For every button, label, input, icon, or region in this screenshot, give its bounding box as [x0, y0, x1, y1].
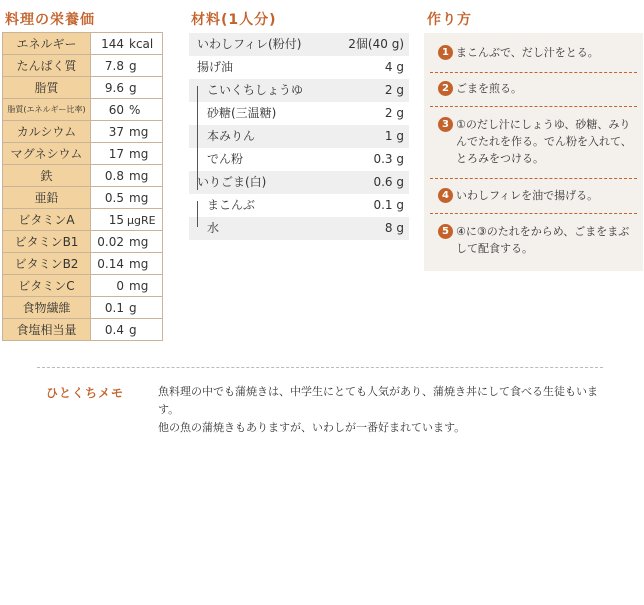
- step-divider: [430, 72, 637, 73]
- ingredient-name: いりごま(白): [197, 175, 267, 189]
- ingredient-name: 本みりん: [207, 129, 256, 143]
- nutrient-unit: g: [129, 300, 137, 315]
- ingredient-row: [189, 217, 409, 240]
- step-item: [434, 44, 633, 61]
- nutrient-value: 0: [116, 278, 124, 293]
- ingredient-quantity: 0.3 g: [373, 152, 404, 166]
- ingredient-row: [189, 33, 409, 56]
- nutrient-unit: mg: [129, 190, 149, 205]
- ingredient-row: [189, 125, 409, 148]
- table-row: [3, 121, 163, 143]
- steps-panel: [424, 33, 643, 271]
- table-row: [3, 165, 163, 187]
- table-row: [3, 77, 163, 99]
- nutrient-name: ビタミンB1: [3, 231, 91, 253]
- nutrient-value: 9.6: [104, 80, 124, 95]
- nutrient-unit: mg: [129, 124, 149, 139]
- ingredient-quantity: 1 g: [384, 129, 404, 143]
- memo-title: ひとくちメモ: [46, 386, 125, 400]
- nutrient-value: 0.8: [104, 168, 124, 183]
- nutrition-table: [2, 32, 163, 341]
- ingredient-quantity: 2 g: [384, 106, 404, 120]
- ingredient-quantity: 8 g: [384, 221, 404, 235]
- sauce-group-bracket: [197, 86, 204, 190]
- table-row: [3, 55, 163, 77]
- ingredient-row: [189, 79, 409, 102]
- nutrient-name: エネルギー: [3, 33, 91, 55]
- ingredient-row: [189, 171, 409, 194]
- memo-text: [158, 383, 608, 437]
- ingredient-name: 砂糖(三温糖): [207, 106, 277, 120]
- table-row: [3, 99, 163, 121]
- ingredient-name: こいくちしょうゆ: [207, 83, 304, 97]
- nutrient-name: たんぱく質: [3, 55, 91, 77]
- nutrient-unit: g: [129, 80, 137, 95]
- table-row: [3, 319, 163, 341]
- step-divider: [430, 178, 637, 179]
- table-row: [3, 231, 163, 253]
- nutrient-value: 0.1: [104, 300, 124, 315]
- ingredient-name: 揚げ油: [197, 60, 234, 74]
- nutrient-value: 0.4: [104, 322, 124, 337]
- nutrient-value: 0.14: [97, 256, 124, 271]
- ingredient-row: [189, 56, 409, 79]
- step-text: ④に③のたれをからめ、ごまをまぶして配食する。: [456, 225, 630, 255]
- step-divider: [430, 106, 637, 107]
- step-item: [434, 223, 633, 257]
- nutrient-name: 食物繊維: [3, 297, 91, 319]
- step-item: [434, 116, 633, 167]
- step-number: 3: [438, 117, 453, 132]
- stock-group-bracket: [197, 201, 204, 227]
- nutrient-value: 37: [108, 124, 124, 139]
- ingredient-quantity: 4 g: [384, 60, 404, 74]
- ingredient-quantity: 0.6 g: [373, 175, 404, 189]
- nutrient-unit: mg: [129, 234, 149, 249]
- nutrient-value: 144: [101, 36, 124, 51]
- ingredients-heading: 材料(1人分): [191, 12, 277, 28]
- memo-line: 魚料理の中でも蒲焼きは、中学生にとても人気があり、蒲焼き丼にして食べる生徒もいます。: [158, 385, 598, 416]
- nutrient-unit: g: [129, 58, 137, 73]
- ingredient-name: まこんぶ: [207, 198, 256, 212]
- ingredient-name: でん粉: [207, 152, 244, 166]
- ingredient-name: 水: [207, 221, 220, 235]
- nutrient-name: 亜鉛: [3, 187, 91, 209]
- nutrition-heading: 料理の栄養価: [5, 12, 95, 28]
- step-number: 4: [438, 188, 453, 203]
- nutrient-name: ビタミンC: [3, 275, 91, 297]
- table-row: [3, 143, 163, 165]
- nutrient-unit: mg: [129, 146, 149, 161]
- step-text: ①のだし汁にしょうゆ、砂糖、みりんでたれを作る。でん粉を入れて、とろみをつける。: [456, 118, 632, 165]
- table-row: [3, 187, 163, 209]
- step-text: まこんぶで、だし汁をとる。: [456, 46, 599, 59]
- step-item: [434, 187, 633, 204]
- nutrient-unit: %: [129, 102, 141, 117]
- ingredient-name: いわしフィレ(粉付): [197, 37, 302, 51]
- nutrient-value: 7.8: [104, 58, 124, 73]
- step-text: ごまを煎る。: [456, 82, 522, 95]
- nutrient-name: 脂質: [3, 77, 91, 99]
- nutrient-unit: g: [129, 322, 137, 337]
- nutrient-unit: kcal: [129, 36, 154, 51]
- memo-divider: [37, 367, 603, 368]
- nutrient-value: 17: [108, 146, 124, 161]
- table-row: [3, 253, 163, 275]
- ingredient-row: [189, 148, 409, 171]
- step-number: 2: [438, 81, 453, 96]
- ingredients-list: [189, 33, 409, 240]
- step-divider: [430, 213, 637, 214]
- nutrient-unit: mg: [129, 256, 149, 271]
- nutrient-name: カルシウム: [3, 121, 91, 143]
- nutrient-name: 脂質(エネルギー比率): [3, 99, 91, 121]
- step-text: いわしフィレを油で揚げる。: [456, 189, 599, 202]
- step-number: 5: [438, 224, 453, 239]
- nutrient-value: 0.02: [97, 234, 124, 249]
- ingredient-quantity: 2個(40 g): [348, 37, 404, 51]
- nutrient-name: ビタミンA: [3, 209, 91, 231]
- nutrient-unit: mg: [129, 168, 149, 183]
- table-row: [3, 33, 163, 55]
- ingredient-quantity: 2 g: [384, 83, 404, 97]
- ingredient-row: [189, 102, 409, 125]
- nutrient-name: 食塩相当量: [3, 319, 91, 341]
- table-row: [3, 275, 163, 297]
- nutrient-value: 60: [108, 102, 124, 117]
- nutrient-name: 鉄: [3, 165, 91, 187]
- step-number: 1: [438, 45, 453, 60]
- ingredient-quantity: 0.1 g: [373, 198, 404, 212]
- nutrient-name: ビタミンB2: [3, 253, 91, 275]
- steps-heading: 作り方: [427, 12, 472, 28]
- nutrient-name: マグネシウム: [3, 143, 91, 165]
- nutrient-unit: μgRE: [127, 213, 156, 227]
- step-item: [434, 80, 633, 97]
- table-row: [3, 209, 163, 231]
- nutrient-value: 0.5: [104, 190, 124, 205]
- memo-line: 他の魚の蒲焼きもありますが、いわしが一番好まれています。: [158, 421, 466, 434]
- ingredient-row: [189, 194, 409, 217]
- table-row: [3, 297, 163, 319]
- nutrient-value: 15: [108, 212, 124, 227]
- nutrient-unit: mg: [129, 278, 149, 293]
